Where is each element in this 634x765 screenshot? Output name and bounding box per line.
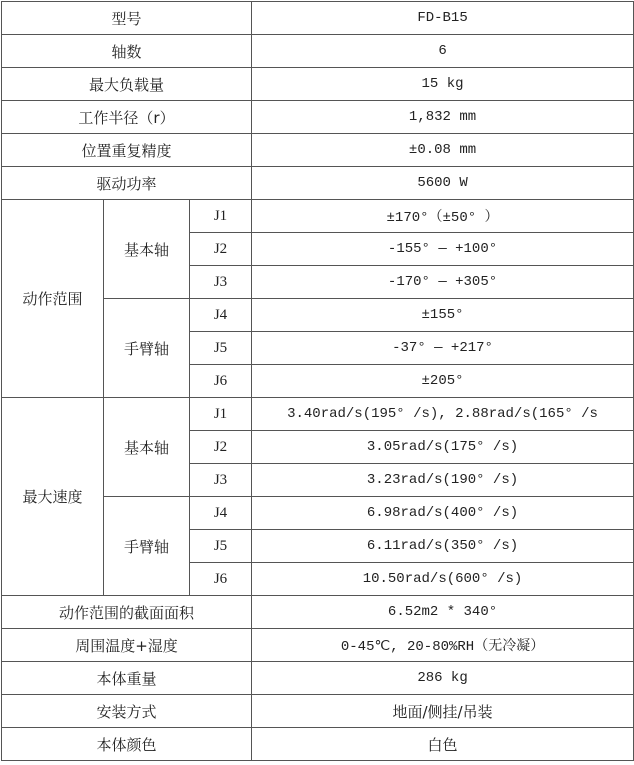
spec-value: 6 [252, 35, 634, 68]
speed-base-axis-label: 基本轴 [104, 398, 190, 497]
spec-row-weight [2, 662, 634, 695]
robot-spec-table [1, 1, 634, 761]
spec-label: 安装方式 [2, 695, 252, 728]
spec-label: 型号 [2, 2, 252, 35]
spec-value: 286 kg [252, 662, 634, 695]
spec-row-repeatability [2, 134, 634, 167]
joint-range-value: -37° — +217° [252, 332, 634, 365]
spec-value: FD-B15 [252, 2, 634, 35]
spec-row-radius [2, 101, 634, 134]
spec-value: 白色 [252, 728, 634, 761]
spec-value: 6.52m2 * 340° [252, 596, 634, 629]
motion-range-row-j1 [2, 200, 634, 233]
joint-label: J5 [190, 332, 252, 365]
joint-label: J4 [190, 299, 252, 332]
spec-label: 驱动功率 [2, 167, 252, 200]
joint-range-value: -170° — +305° [252, 266, 634, 299]
joint-speed-value: 3.05rad/s(175° /s) [252, 431, 634, 464]
joint-speed-value: 6.98rad/s(400° /s) [252, 497, 634, 530]
spec-label: 周围温度+湿度 [2, 629, 252, 662]
joint-label: J5 [190, 530, 252, 563]
spec-row-payload [2, 68, 634, 101]
spec-label: 本体颜色 [2, 728, 252, 761]
joint-speed-value: 3.40rad/s(195° /s), 2.88rad/s(165° /s [252, 398, 634, 431]
motion-range-label: 动作范围 [2, 200, 104, 398]
spec-value: 15 kg [252, 68, 634, 101]
spec-label: 工作半径（r） [2, 101, 252, 134]
motion-base-axis-label: 基本轴 [104, 200, 190, 299]
joint-speed-value: 3.23rad/s(190° /s) [252, 464, 634, 497]
joint-range-value: ±205° [252, 365, 634, 398]
joint-range-value: ±155° [252, 299, 634, 332]
joint-range-value: -155° — +100° [252, 233, 634, 266]
spec-label: 轴数 [2, 35, 252, 68]
spec-label: 本体重量 [2, 662, 252, 695]
spec-row-model [2, 2, 634, 35]
joint-label: J2 [190, 431, 252, 464]
spec-row-mounting [2, 695, 634, 728]
joint-label: J1 [190, 200, 252, 233]
spec-row-ambient [2, 629, 634, 662]
joint-speed-value: 6.11rad/s(350° /s) [252, 530, 634, 563]
joint-label: J3 [190, 464, 252, 497]
spec-label: 位置重复精度 [2, 134, 252, 167]
spec-value: 5600 W [252, 167, 634, 200]
spec-value: 0-45℃, 20-80%RH（无冷凝） [252, 629, 634, 662]
joint-label: J1 [190, 398, 252, 431]
joint-speed-value: 10.50rad/s(600° /s) [252, 563, 634, 596]
spec-value: ±0.08 mm [252, 134, 634, 167]
joint-label: J6 [190, 563, 252, 596]
max-speed-label: 最大速度 [2, 398, 104, 596]
spec-value: 地面/侧挂/吊装 [252, 695, 634, 728]
speed-arm-axis-label: 手臂轴 [104, 497, 190, 596]
spec-row-color [2, 728, 634, 761]
spec-row-power [2, 167, 634, 200]
joint-label: J4 [190, 497, 252, 530]
spec-label: 动作范围的截面面积 [2, 596, 252, 629]
spec-label: 最大负载量 [2, 68, 252, 101]
spec-row-section-area [2, 596, 634, 629]
max-speed-row-j1 [2, 398, 634, 431]
motion-arm-axis-label: 手臂轴 [104, 299, 190, 398]
spec-row-axes [2, 35, 634, 68]
joint-range-value: ±170°（±50° ） [252, 200, 634, 233]
joint-label: J6 [190, 365, 252, 398]
joint-label: J3 [190, 266, 252, 299]
joint-label: J2 [190, 233, 252, 266]
spec-value: 1,832 mm [252, 101, 634, 134]
